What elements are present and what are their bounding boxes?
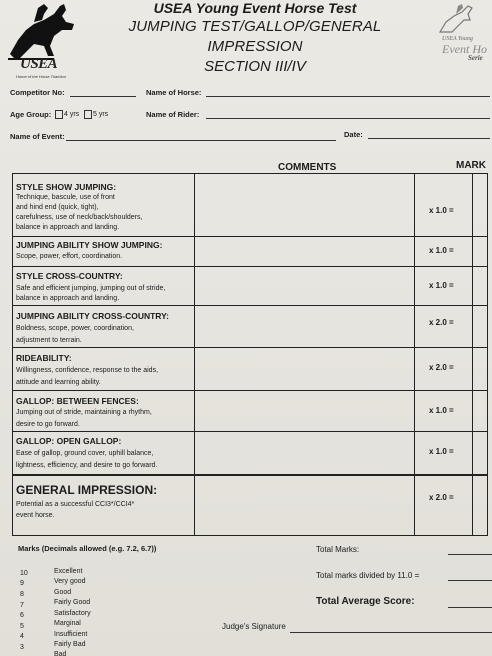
average-score-input[interactable] — [448, 607, 492, 608]
date-input[interactable] — [368, 138, 490, 139]
row-desc: Boldness, scope, power, coordination, — [16, 325, 134, 332]
mark-value: 8 — [20, 591, 24, 598]
total-marks-label: Total Marks: — [316, 545, 360, 554]
row-desc: Safe and efficient jumping, jumping out of stride, — [16, 285, 166, 292]
row-desc: carefulness, use of neck/back/shoulders, — [16, 214, 143, 221]
judge-signature-input[interactable] — [290, 632, 492, 633]
row-desc: adjustment to terrain. — [16, 337, 82, 344]
row-gallop-between-title: GALLOP: BETWEEN FENCES: — [16, 396, 139, 406]
age-5-label: 5 yrs — [93, 111, 109, 118]
age-group-label: Age Group: — [10, 110, 52, 119]
yeh-logo-line3: Serie — [468, 54, 483, 62]
mark-label: Very good — [54, 578, 86, 585]
total-divided-label: Total marks divided by 11.0 = — [316, 571, 420, 580]
multiplier: x 1.0 = — [429, 206, 454, 215]
mark-label: Good — [54, 589, 72, 596]
event-name-label: Name of Event: — [10, 132, 65, 141]
multiplier: x 1.0 = — [429, 447, 454, 456]
row-desc: desire to go forward. — [16, 421, 80, 428]
row-desc: Scope, power, effort, coordination. — [16, 253, 123, 260]
jumping-horse-icon — [436, 2, 476, 38]
row-desc: balance in approach and landing. — [16, 295, 120, 302]
row-rideability-title: RIDEABILITY: — [16, 353, 72, 363]
mark-label: Excellent — [54, 568, 83, 575]
mark-value: 10 — [20, 570, 28, 577]
usea-logo-text: USEA — [20, 56, 58, 72]
total-divided-input[interactable] — [448, 580, 492, 581]
mark-value: 4 — [20, 633, 24, 640]
mark-value: 9 — [20, 580, 24, 587]
horse-name-label: Name of Horse: — [146, 88, 202, 97]
marks-legend-title: Marks (Decimals allowed (e.g. 7.2, 6.7)) — [18, 544, 157, 553]
mark-value: 3 — [20, 644, 24, 651]
title-block — [80, 0, 430, 76]
row-style-show-jumping-title: STYLE SHOW JUMPING: — [16, 182, 117, 192]
age-4-label: 4 yrs — [64, 111, 80, 118]
usea-logo — [4, 0, 84, 90]
mark-label: Insufficient — [54, 631, 88, 638]
multiplier: x 1.0 = — [429, 281, 454, 290]
total-marks-input[interactable] — [448, 554, 492, 555]
mark-label: Bad — [54, 651, 67, 656]
row-jumping-ability-xc-title: JUMPING ABILITY CROSS-COUNTRY: — [16, 311, 170, 321]
mark-label: Satisfactory — [54, 610, 91, 617]
event-name-input[interactable] — [66, 140, 336, 141]
score-table — [12, 173, 488, 536]
form-section: SECTION III/IV — [204, 58, 306, 75]
mark-value: 5 — [20, 623, 24, 630]
form-subtitle: JUMPING TEST/GALLOP/GENERAL IMPRESSION — [128, 18, 382, 55]
row-desc: Technique, bascule, use of front — [16, 194, 115, 201]
row-gallop-open-title: GALLOP: OPEN GALLOP: — [16, 436, 122, 446]
row-desc: Willingness, confidence, response to the aids, — [16, 367, 159, 374]
mark-header: MARK — [456, 160, 486, 171]
row-desc: lightness, efficiency, and desire to go forward. — [16, 462, 158, 469]
mark-value: 7 — [20, 602, 24, 609]
competitor-no-label: Competitor No: — [10, 88, 65, 97]
row-desc: Ease of gallop, ground cover, uphill balance, — [16, 450, 154, 457]
row-desc: Jumping out of stride, maintaining a rhythm, — [16, 409, 152, 416]
competitor-no-input[interactable] — [70, 96, 136, 97]
row-general-impression-title: GENERAL IMPRESSION: — [16, 483, 158, 497]
mark-label: Marginal — [54, 620, 81, 627]
row-desc: and hind end (quick, tight), — [16, 204, 99, 211]
age-5-checkbox[interactable] — [84, 110, 92, 119]
date-label: Date: — [344, 130, 363, 139]
row-desc: balance in approach and landing. — [16, 224, 120, 231]
rider-name-input[interactable] — [206, 118, 490, 119]
yeh-logo-line2: Event Ho — [442, 42, 487, 56]
row-desc: attitude and learning ability. — [16, 379, 101, 386]
multiplier: x 1.0 = — [429, 246, 454, 255]
row-desc: Potential as a successful CCI3*/CCI4* — [16, 501, 135, 508]
multiplier: x 2.0 = — [429, 318, 454, 327]
row-jumping-ability-sj-title: JUMPING ABILITY SHOW JUMPING: — [16, 240, 163, 250]
judge-signature-label: Judge's Signature — [222, 622, 286, 631]
horse-name-input[interactable] — [206, 96, 490, 97]
mark-label: Fairly Good — [54, 599, 91, 606]
yeh-series-logo — [430, 2, 492, 66]
mark-label: Fairly Bad — [54, 641, 86, 648]
row-style-xc-title: STYLE CROSS-COUNTRY: — [16, 271, 123, 281]
yeh-logo-line1: USEA Young — [442, 36, 473, 42]
mark-column[interactable] — [473, 173, 488, 536]
row-desc: event horse. — [16, 512, 55, 519]
rider-name-label: Name of Rider: — [146, 110, 200, 119]
age-4-checkbox[interactable] — [55, 110, 63, 119]
mark-value: 6 — [20, 612, 24, 619]
comments-header: COMMENTS — [278, 162, 337, 173]
multiplier: x 2.0 = — [429, 363, 454, 372]
usea-tagline: Home of the Horse Triathlon — [16, 74, 66, 79]
multiplier: x 2.0 = — [429, 493, 454, 502]
multiplier: x 1.0 = — [429, 406, 454, 415]
average-score-label: Total Average Score: — [316, 596, 415, 607]
comments-column[interactable] — [195, 173, 414, 536]
form-title: USEA Young Event Horse Test — [153, 0, 357, 16]
